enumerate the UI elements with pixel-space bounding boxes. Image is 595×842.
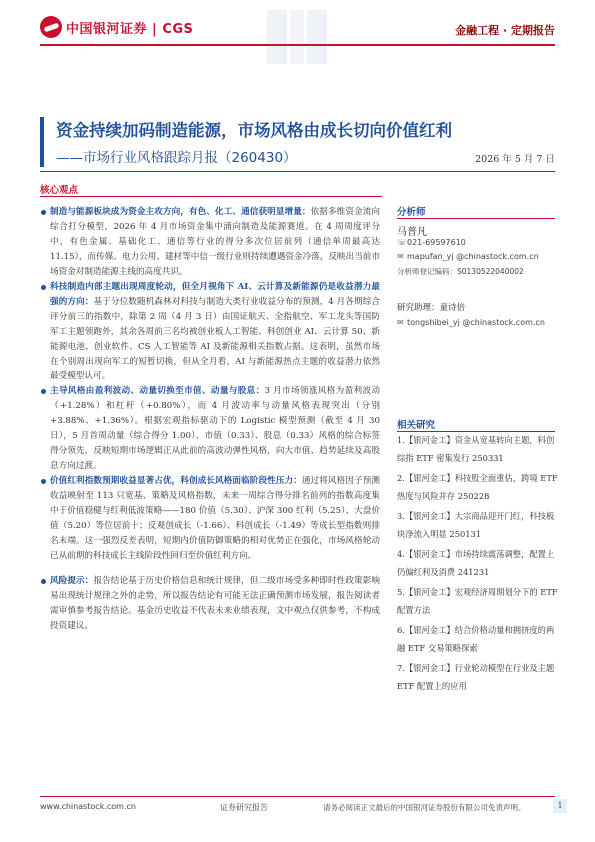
related-item[interactable]: 5.【银河金工】宏观经济周期划分下的 ETF 配置方法 (397, 587, 558, 615)
core-bullet (50, 384, 380, 473)
bullet-highlight: 主导风格由盈利波动、动量切换至市值、动量与股息： (50, 386, 265, 396)
bullet-highlight: 科技制造内部主题出现周度轮动，但全月视角下 AI、云计算及新能源仍是收益潜力最强的方向： (50, 282, 380, 307)
company-logo-icon (40, 16, 62, 38)
bullet-highlight: 风险提示： (50, 576, 94, 586)
analyst-email[interactable] (397, 252, 555, 261)
cert-number: S0130522040002 (457, 267, 524, 276)
related-item[interactable]: 2.【银河金工】科技股全面重估，跨境 ETF 热度与风险并存 250228 (397, 473, 558, 501)
related-item[interactable]: 1.【银河金工】资金从宽基转向主题，料创综指 ETF 密集发行 250331 (397, 435, 555, 463)
footer-website[interactable]: www.chinastock.com.cn (40, 802, 136, 811)
related-list (397, 432, 560, 698)
email-icon: ✉ (397, 318, 404, 327)
report-type-label: 金融工程 · 定期报告 (455, 24, 555, 37)
related-item[interactable]: 3.【银河金工】大宗商品迎开门红，科技板块净流入明显 250131 (397, 511, 555, 539)
core-bullet (50, 574, 380, 634)
core-bullet (50, 280, 380, 384)
report-title: 资金持续加码制造能源，市场风格由成长切向价值红利 (56, 121, 452, 140)
footer-disclaimer: 请务必阅读正文最后的中国银河证券股份有限公司免责声明。 (323, 803, 526, 812)
assistant-line (397, 301, 555, 313)
analyst-cert (397, 266, 555, 277)
bullet-text: 依据多维资金流向综合打分模型，2026 年 4 月市场资金集中涌向制造及能源赛道。在 4 周周度评分中，有色金属、基础化工、通信等行业的得分多次位居前列（通信单周最高达 11.15），而传媒、电力公用、建材等中信一级行业则持续遭遇资金冷落，反映出当前市场资金对制造能源主线的高度共识。 (50, 207, 380, 277)
related-item[interactable]: 6.【银河金工】结合价格动量和拥挤度的两融 ETF 交易策略探索 (397, 625, 555, 653)
logo-separator: | (152, 22, 158, 37)
email-value[interactable]: mapufan_yj @chinastock.com.cn (407, 252, 539, 261)
analyst-heading-divider (397, 218, 555, 219)
watermark-graphic-icon (262, 8, 332, 66)
bullet-text: 报告结论基于历史价格信息和统计规律，但二级市场受多种即时性政策影响易出现统计规律之外的走势，所以报告结论有可能无法正确预测市场发展，报告阅读者需审慎参考报告结论。基金历史收益不代表未来业绩表现，文中观点仅供参考，不构成投资建议。 (50, 576, 380, 631)
footer-divider (40, 796, 555, 797)
phone-icon: ☏ (397, 238, 408, 247)
bullet-dot-icon (41, 479, 46, 484)
report-date: 2026 年 5 月 7 日 (475, 154, 555, 165)
analyst-heading: 分析师 (397, 207, 426, 218)
related-item[interactable]: 7.【银河金工】行业轮动模型在行业及主题 ETF 配置上的应用 (397, 663, 555, 691)
title-accent-bar (40, 117, 44, 167)
bullet-dot-icon (41, 210, 46, 215)
core-bullet (50, 474, 380, 563)
core-bullet (50, 205, 380, 280)
bullet-highlight: 价值红利指数预期收益显著占优，科创成长风格面临阶段性压力： (50, 476, 302, 486)
assistant-label: 研究助理： (397, 303, 440, 313)
page-number: 1 (553, 799, 567, 813)
bullet-dot-icon (41, 579, 46, 584)
bullet-text: 通过将风格因子预测收益映射至 113 只宽基、策略及风格指数，未来一周综合得分排名前列的指数高度集中于价值稳健与红利低波策略——180 价值（5.30）、沪深 300 红利（5.25）、大盘价值（5.20）等位居前十；反观创成长（-1.66）、科创成长（-1.49）等成长型指数则排名末端。这一强烈反差表明，短期内价值防御策略的相对优势正在强化，市场风格轮动已从前期的科技成长主线阶段性回归至价值红利方向。 (50, 476, 380, 561)
bullet-dot-icon (41, 389, 46, 394)
cert-label: 分析师登记编码： (397, 267, 457, 276)
phone-value: 021-69597610 (407, 238, 466, 247)
bullet-dot-icon (41, 285, 46, 290)
analyst-phone (397, 238, 555, 247)
report-subtitle: ——市场行业风格跟踪月报（260430） (56, 150, 297, 166)
bullet-text: 3 月市场领涨风格为盈利波动（+1.28%）和杠杆（+0.80%），而 4 月波动率与动量风格表现突出（分别+3.88%、+1.36%）。根据宏观指标驱动下的 Logistic 模型预测（截至 4 月 30 日），5 月首周动量（综合得分 1.00）、市值（0.33）、股息（0.33）风格的综合标签得分领先，反映短期市场逻辑正从此前的高波动弹性风格，向大市值、趋势延续及高股息方向过渡。 (50, 386, 380, 471)
header-divider (40, 44, 555, 46)
footer-center-label: 证券研究报告 (220, 803, 268, 812)
bullet-highlight: 制造与能源板块成为资金主攻方向，有色、化工、通信获明显增量： (50, 207, 311, 217)
company-logo-text (66, 18, 193, 37)
title-divider (40, 171, 555, 172)
logo-brand: CGS (162, 22, 194, 37)
related-heading: 相关研究 (397, 420, 436, 431)
email-icon: ✉ (397, 252, 404, 261)
core-heading: 核心观点 (40, 185, 79, 196)
core-heading-divider (40, 196, 382, 197)
email-value[interactable]: tongshibei_yj @chinastock.com.cn (407, 318, 545, 327)
bullet-text: 基于分位数随机森林对科技与制造大类行业收益分布的预测，4 月各期综合评分前三的指数中，除第 2 周（4 月 3 日）由国证航天、全指航空、军工龙头等国防军工主题领跑外，其余各周前三名均被创业板人工智能、科创创业 AI、云计算 50、新能源电池、创业软件、CS 人工智能等 AI 及新能源相关指数占据。这表明，虽然市场在个别周出现向军工的短暂切换，但从全月看，AI 与新能源热点主题的收益潜力依然最受模型认可。 (50, 296, 380, 382)
analyst-name: 马普凡 (397, 227, 427, 238)
related-item[interactable]: 4.【银河金工】市场持续震荡调整，配置上仍偏红利及消费 241231 (397, 549, 555, 577)
assistant-email[interactable] (397, 318, 555, 327)
assistant-name: 童诗倍 (439, 303, 466, 313)
logo-name: 中国银河证券 (66, 22, 148, 37)
